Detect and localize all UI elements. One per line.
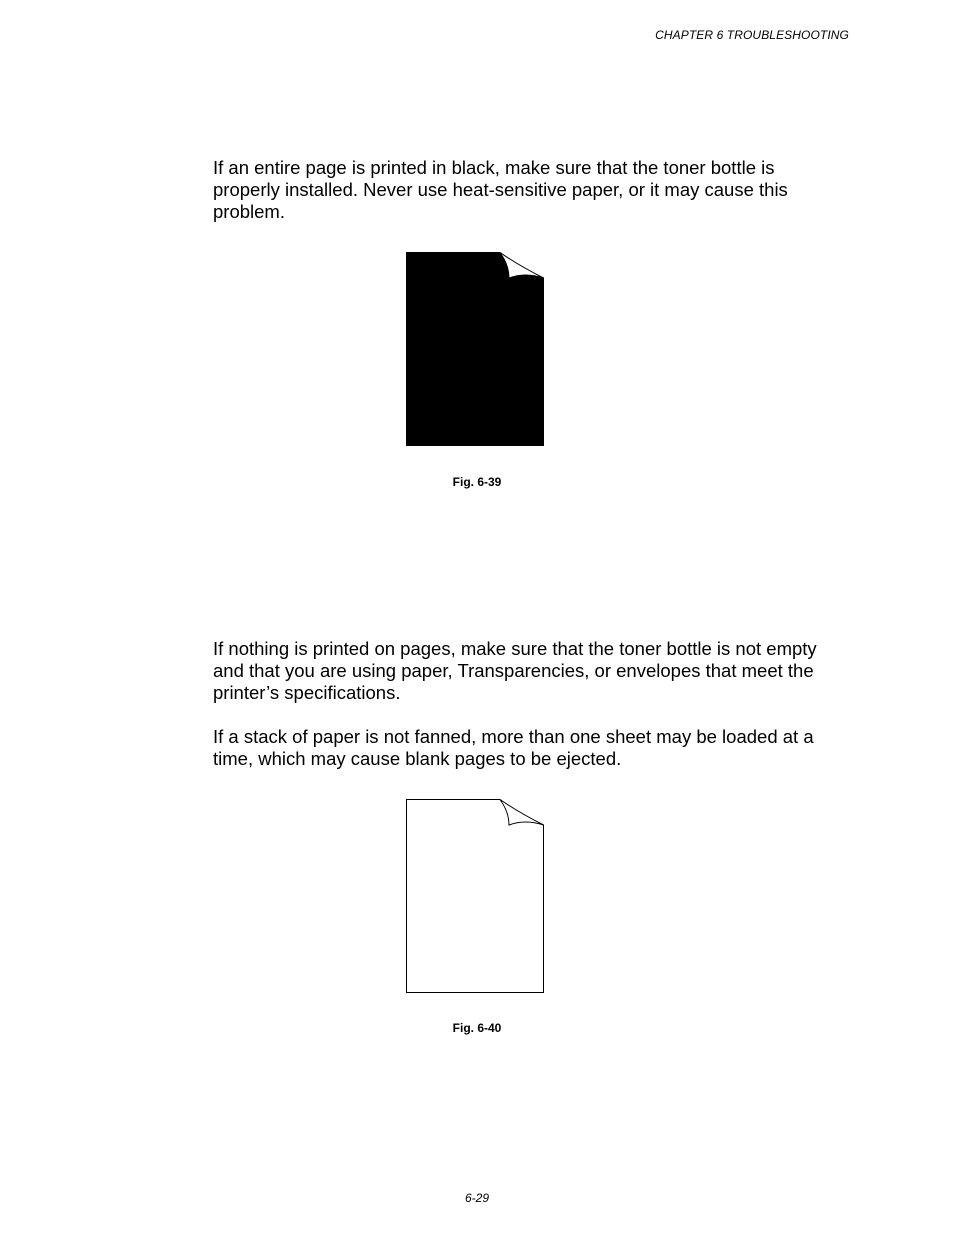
- paragraph-all-black-page: If an entire page is printed in black, make sure that the toner bottle is properly installed. Never use heat-sensitive paper, or it may cause this problem.: [213, 157, 788, 222]
- figure-blank-page: [405, 798, 545, 994]
- figure-caption-6-39: Fig. 6-39: [452, 475, 502, 489]
- paragraph-blank-page-toner: If nothing is printed on pages, make sure that the toner bottle is not empty and that you are using paper, Transparencies, or envelopes that meet the printer’s specifications.: [213, 638, 817, 703]
- page-number: 6-29: [464, 1191, 490, 1205]
- figure-caption-6-40: Fig. 6-40: [452, 1021, 502, 1035]
- black-page-body: [407, 253, 544, 446]
- paragraph-blank-page-fanning: If a stack of paper is not fanned, more than one sheet may be loaded at a time, which may cause blank pages to be ejected.: [213, 726, 814, 769]
- black-page-illustration: [405, 251, 545, 447]
- blank-page-illustration: [405, 798, 545, 994]
- blank-page-body: [407, 800, 544, 993]
- figure-all-black-page: [405, 251, 545, 447]
- running-header-chapter-title: CHAPTER 6 TROUBLESHOOTING: [655, 28, 849, 42]
